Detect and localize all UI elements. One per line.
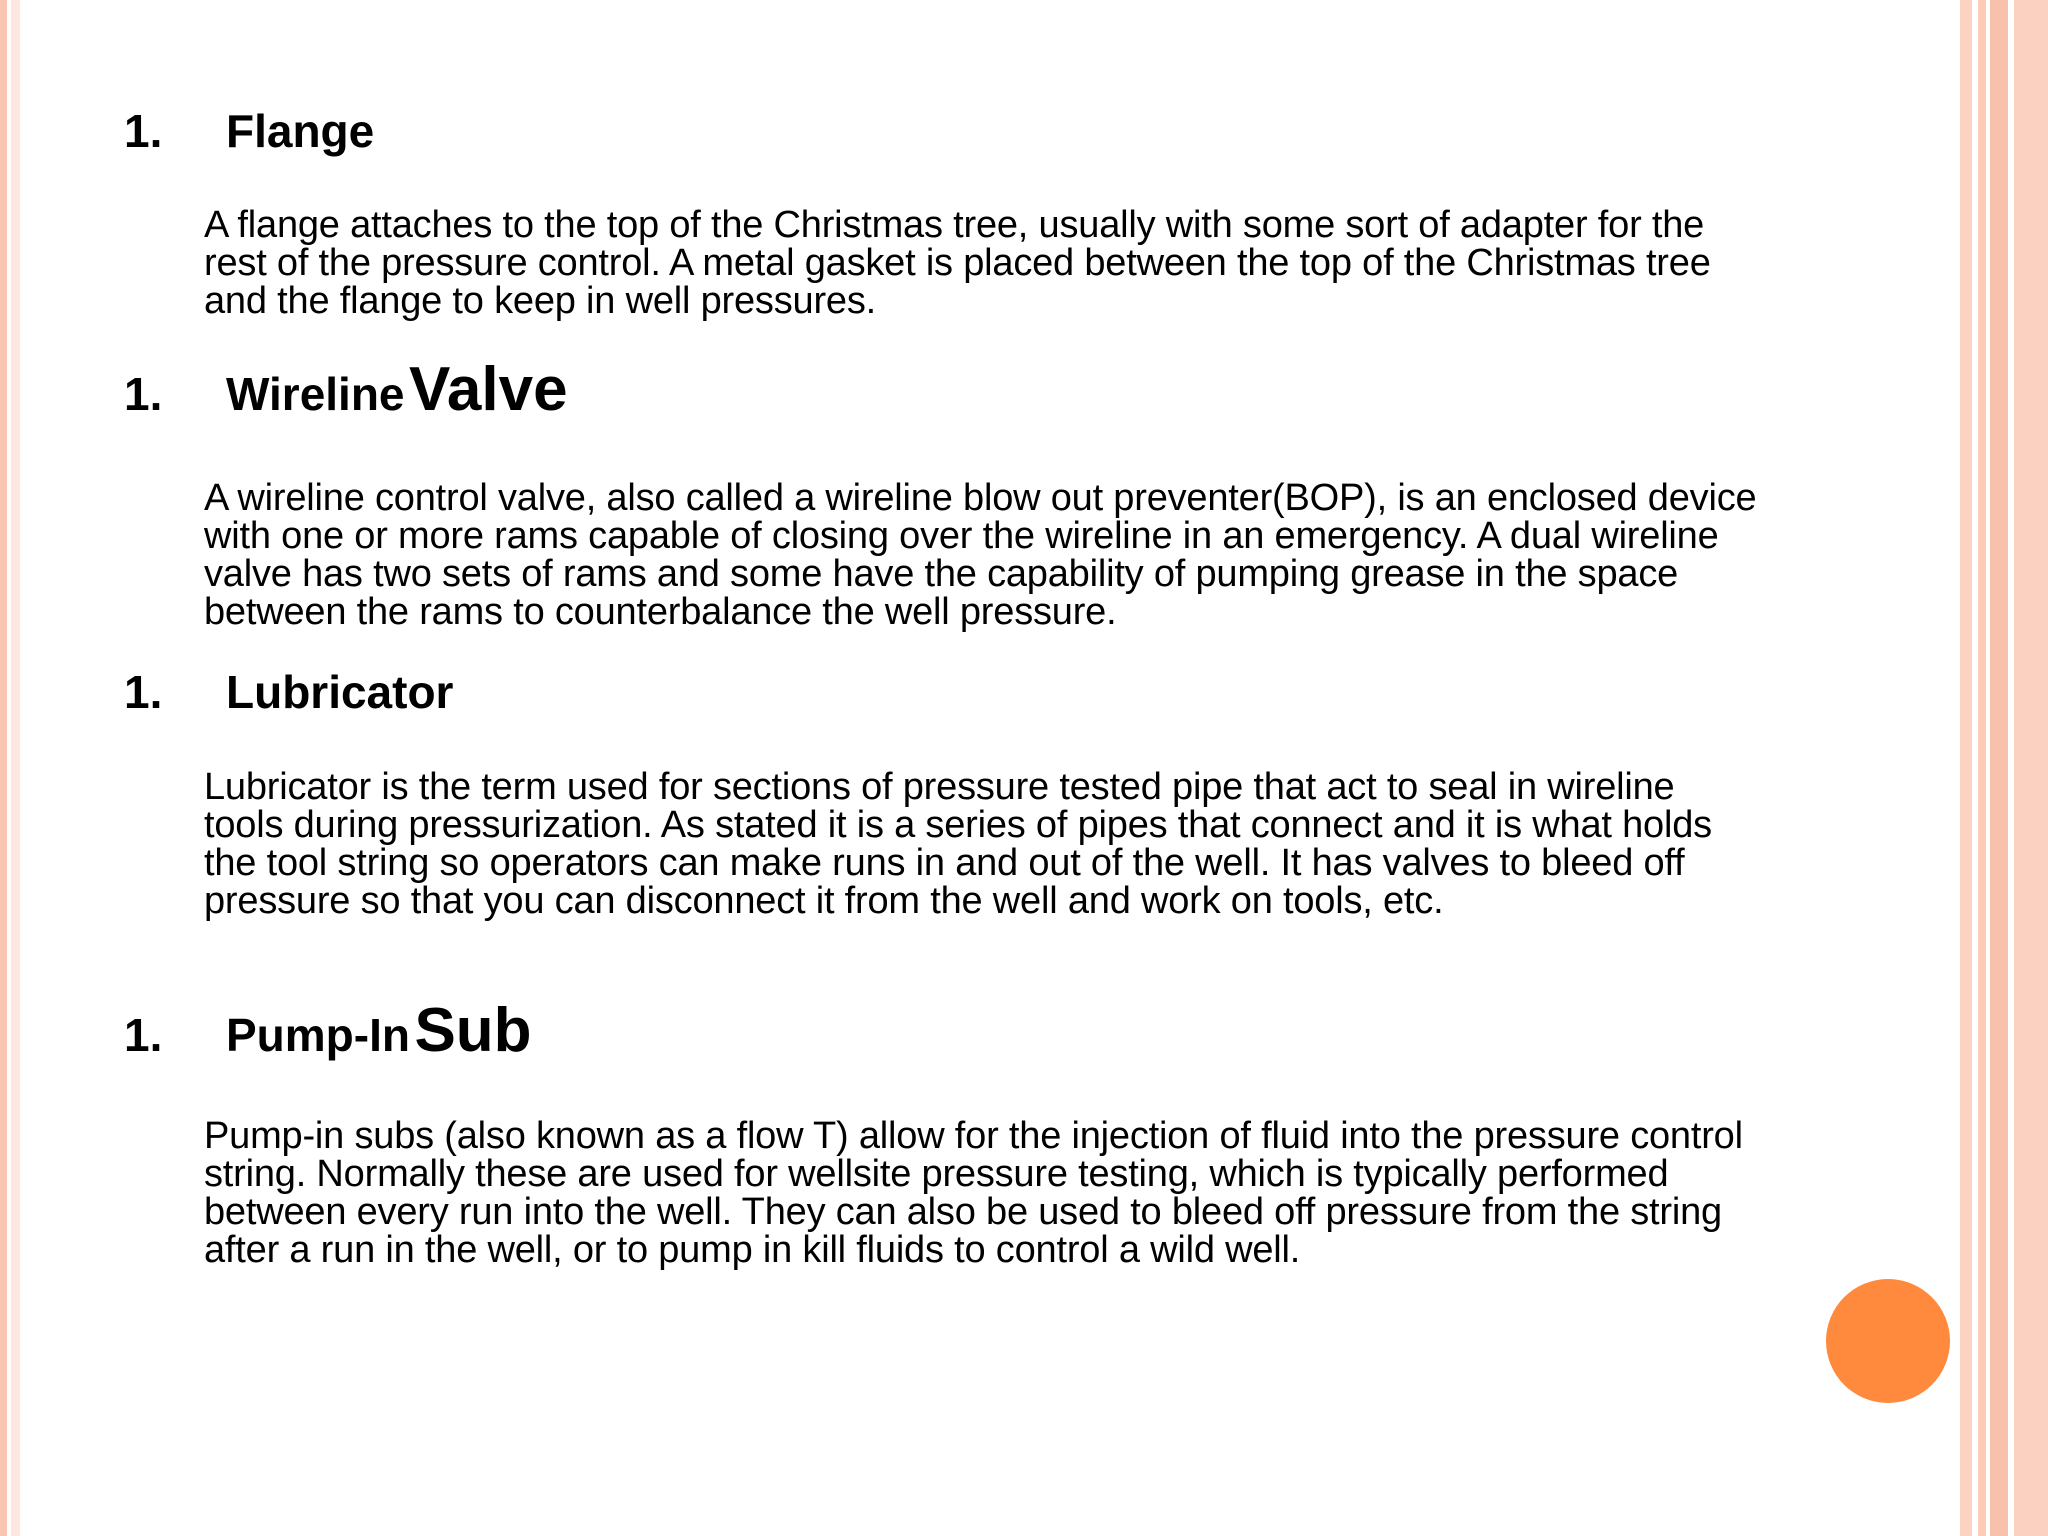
heading-text: Pump-In: [226, 1009, 410, 1061]
list-number: 1.: [124, 666, 163, 718]
list-number: 1.: [124, 105, 163, 157]
section-heading-flange: [124, 104, 374, 158]
section-body-flange: A flange attaches to the top of the Christmas tree, usually with some sort of adapter for the rest of the pressure control. A metal gasket is placed between the top of the Christmas tree and the flange to keep in well pressures.: [204, 204, 1711, 322]
heading-text: Flange: [226, 105, 375, 157]
heading-text: Lubricator: [226, 666, 454, 718]
right-border-stripe-4: [2014, 0, 2048, 1536]
list-number: 1.: [124, 368, 163, 420]
section-heading-wireline-valve: [124, 354, 568, 425]
list-number: 1.: [124, 1009, 163, 1061]
section-heading-lubricator: [124, 665, 453, 719]
heading-text-large: Valve: [408, 355, 568, 424]
right-border-stripe-1: [1960, 0, 1972, 1536]
right-border-stripe-3: [1990, 0, 2008, 1536]
section-heading-pump-in-sub: [124, 995, 532, 1066]
left-border-stripe: [0, 0, 7, 1536]
section-body-wireline-valve: A wireline control valve, also called a wireline blow out preventer(BOP), is an enclosed device with one or more rams capable of closing over the wireline in an emergency. A dual wireline valve has two sets of rams and some have the capability of pumping grease in the space between the rams to counterbalance the well pressure.: [204, 477, 1757, 633]
section-body-lubricator: Lubricator is the term used for sections of pressure tested pipe that act to seal in wireline tools during pressurization. As stated it is a series of pipes that connect and it is what holds the tool string so operators can make runs in and out of the well. It has valves to bleed off pressure so that you can disconnect it from the well and work on tools, etc.: [204, 766, 1712, 922]
section-body-pump-in-sub: Pump-in subs (also known as a flow T) allow for the injection of fluid into the pressure control string. Normally these are used for wellsite pressure testing, which is typically performed between every run into the well. They can also be used to bleed off pressure from the string after a run in the well, or to pump in kill fluids to control a wild well.: [204, 1115, 1743, 1271]
heading-text-large: Sub: [414, 996, 532, 1065]
decorative-orange-circle: [1826, 1279, 1950, 1403]
heading-text: Wireline: [226, 368, 405, 420]
left-border-stripe-inner: [11, 0, 20, 1536]
right-border-stripe-2: [1978, 0, 1986, 1536]
